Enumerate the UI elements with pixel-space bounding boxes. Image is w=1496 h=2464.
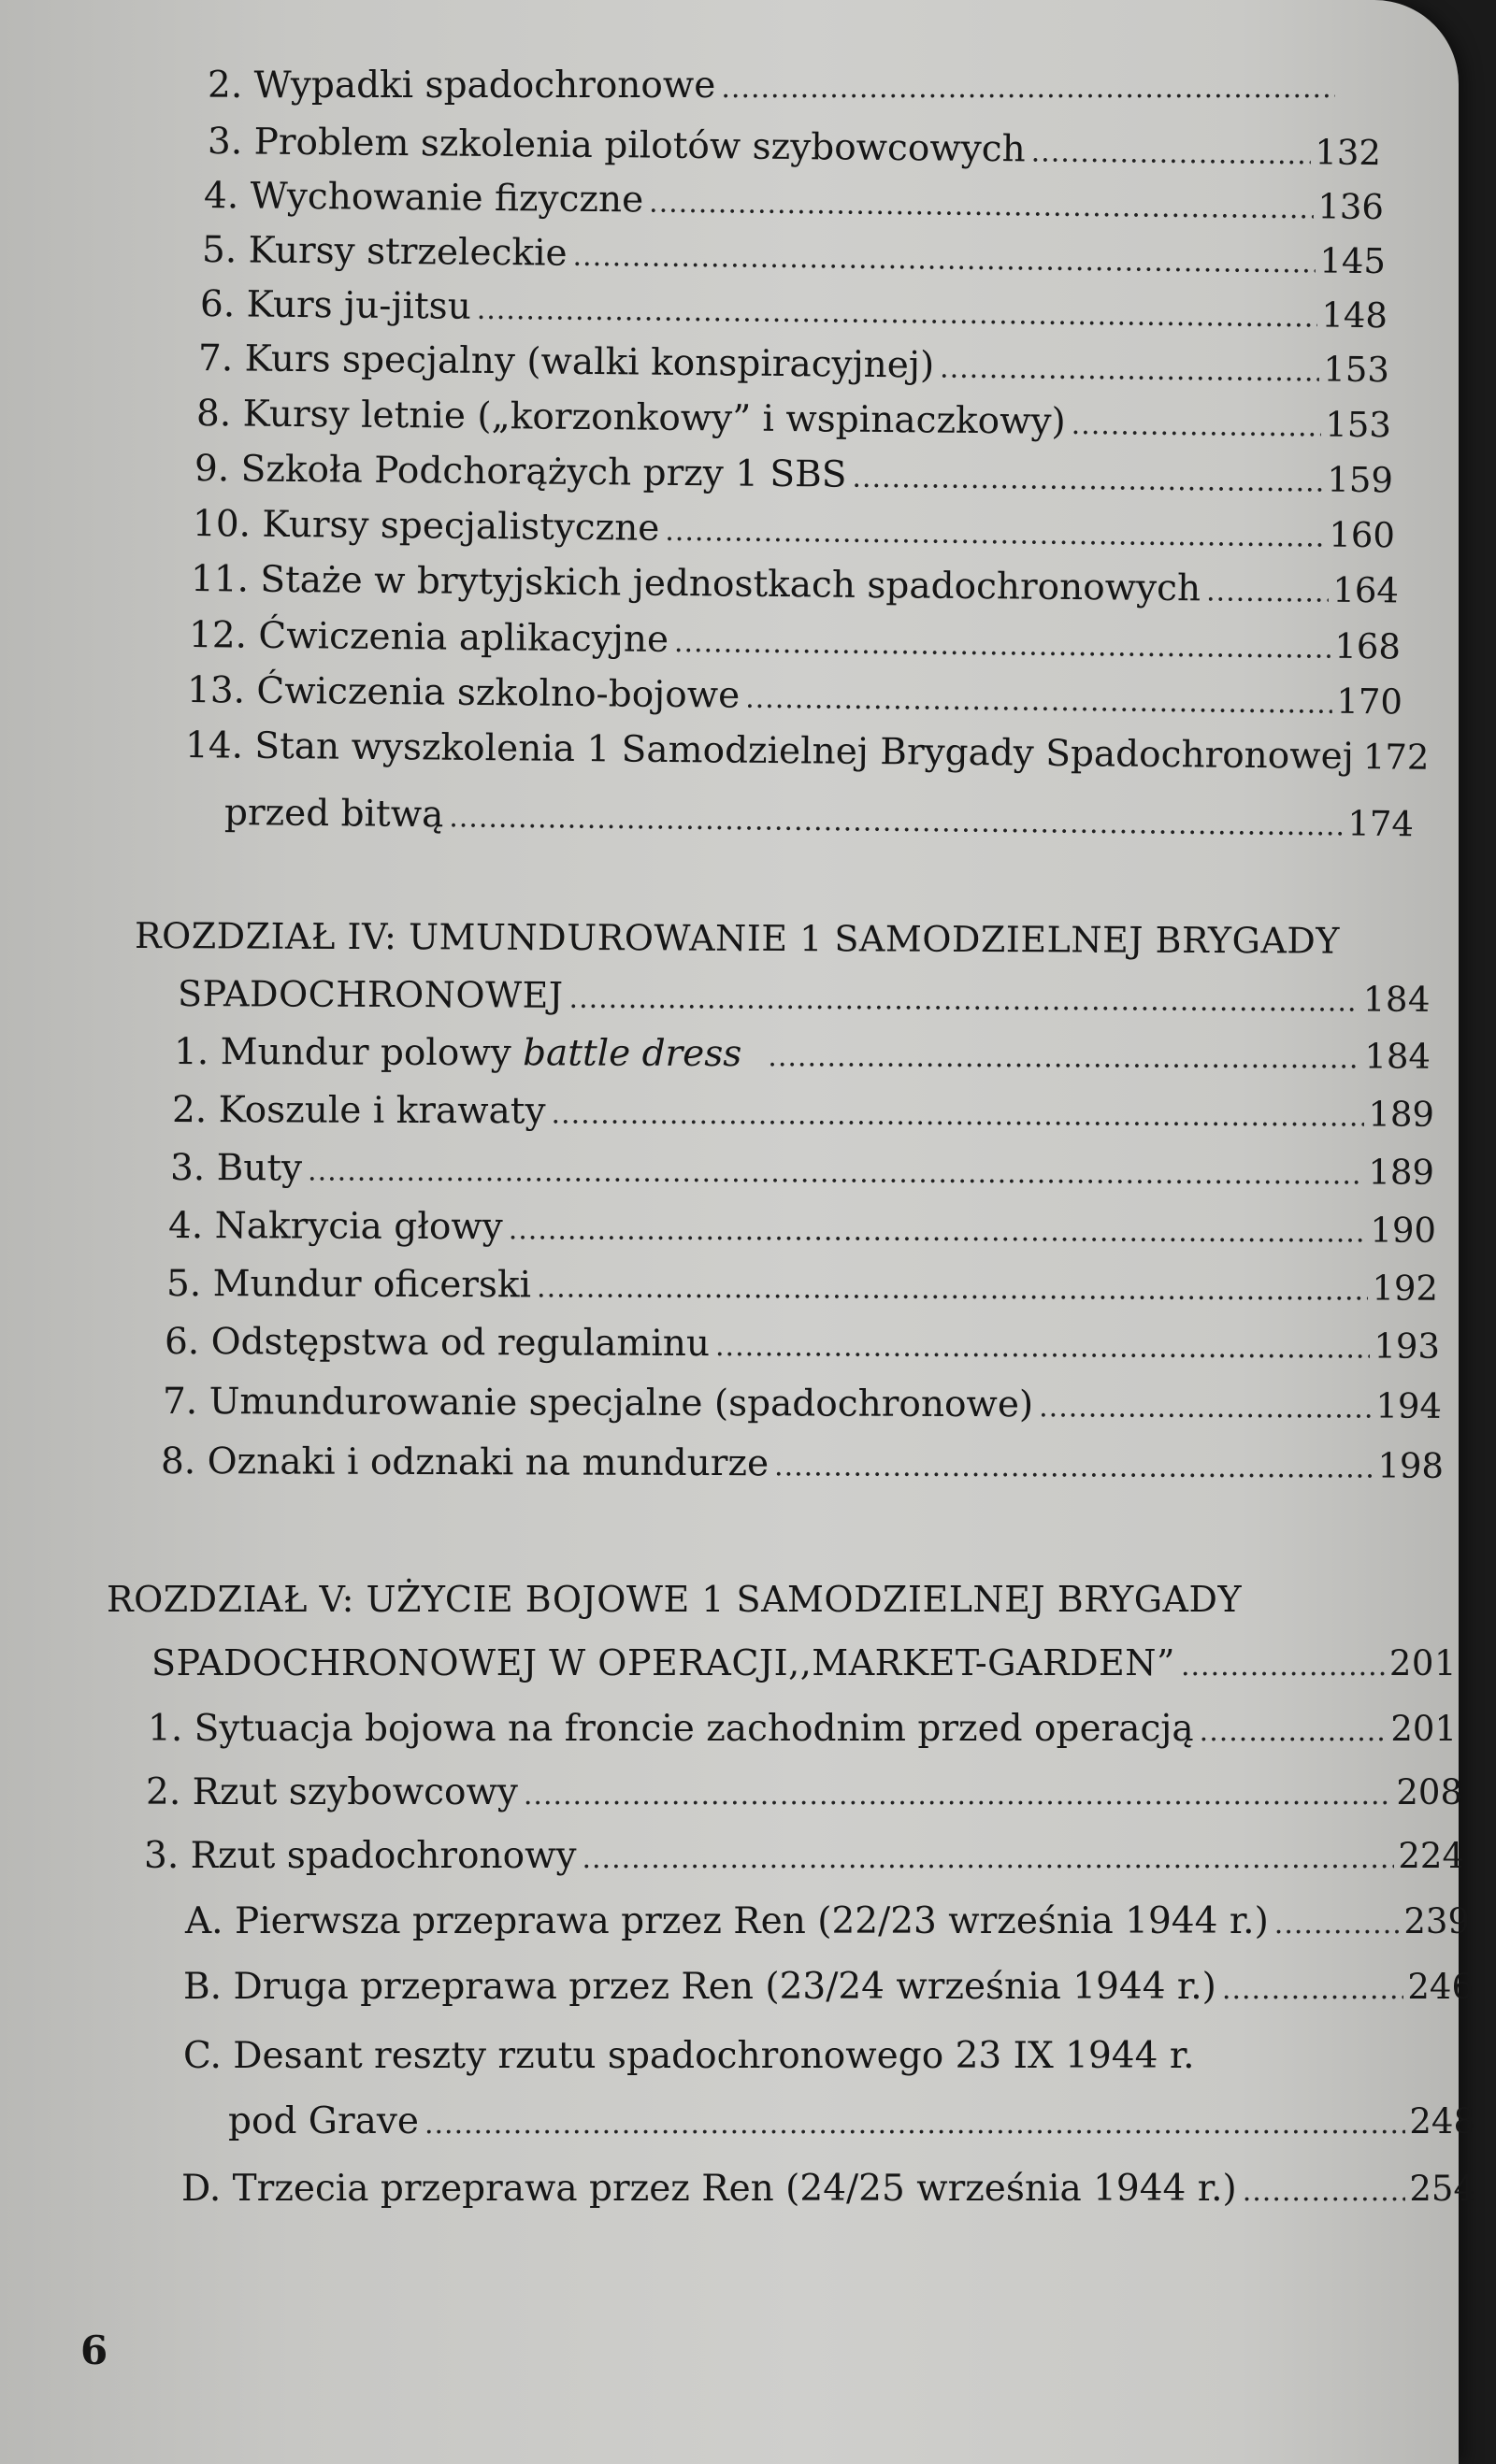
toc-entry [148, 1708, 1457, 1750]
toc-entry [188, 614, 1402, 667]
dot-leader [449, 804, 1344, 840]
toc-entry-page: 172 [1362, 737, 1430, 778]
toc-entry-page: 208 [1396, 1772, 1462, 1812]
toc-entry-page: 193 [1374, 1325, 1441, 1367]
dot-leader [774, 1453, 1374, 1483]
toc-entry-page: 239 [1403, 1901, 1470, 1941]
toc-entry-title: 2. Koszule i krawaty [171, 1089, 546, 1133]
toc-entry-page: 184 [1364, 1036, 1431, 1077]
toc-entry [167, 1205, 1437, 1251]
toc-entry [183, 1966, 1474, 2008]
toc-entry-title: 10. Kursy specjalistyczne [192, 503, 660, 550]
toc-entry-title: 3. Problem szkolenia pilotów szybowcowych [207, 121, 1026, 171]
toc-entry-title: 6. Odstępstwa od regulaminu [164, 1321, 711, 1366]
dot-leader [582, 1845, 1394, 1873]
dot-leader [308, 1158, 1364, 1190]
dot-leader [509, 1216, 1367, 1247]
toc-entry [203, 175, 1385, 228]
toc-entry-title: 11. Staże w brytyjskich jednostkach spadochronowych [190, 558, 1201, 610]
toc-entry-page: 168 [1334, 625, 1402, 667]
dot-leader [674, 629, 1331, 664]
toc-entry-title: 7. Kurs specjalny (walki konspiracyjnej) [197, 337, 935, 387]
dot-leader [1200, 1718, 1388, 1746]
toc-entry-continuation [223, 792, 1415, 845]
chapter-heading-text: SPADOCHRONOWEJ [177, 973, 564, 1016]
page-number: 6 [80, 2328, 108, 2373]
toc-entry-page: 248 [1409, 2101, 1475, 2142]
toc-entry [195, 393, 1392, 446]
toc-entry-title: przed bitwą [223, 792, 444, 837]
toc-entry-title: 9. Szkoła Podchorążych przy 1 SBS [194, 448, 847, 496]
toc-entry-title: 12. Ćwiczenia aplikacyjne [188, 614, 669, 661]
toc-entry-title: 1. Sytuacja bojowa na froncie zachodnim przed operacją [148, 1708, 1194, 1750]
toc-entry [194, 448, 1394, 501]
toc-entry-page: 194 [1375, 1385, 1443, 1426]
toc-entry-title: 8. Kursy letnie („korzonkowy” i wspinaczkowy) [195, 393, 1066, 443]
toc-entry-title: 5. Kursy strzeleckie [201, 229, 568, 275]
dot-leader [852, 465, 1323, 497]
dot-leader [477, 296, 1318, 333]
toc-entry-page: 174 [1347, 803, 1415, 845]
chapter-heading [134, 915, 1369, 962]
toc-entry-title: pod Grave [228, 2100, 419, 2142]
toc-entry-title: 1. Mundur polowy battle dress [173, 1031, 742, 1076]
chapter-heading-text: ROZDZIAŁ V: UŻYCIE BOJOWE 1 SAMODZIELNEJ BRYGADY [107, 1579, 1243, 1620]
dot-leader [768, 1043, 1360, 1073]
dot-leader [1181, 1653, 1386, 1681]
dot-leader [524, 1782, 1393, 1810]
dot-leader [424, 2111, 1405, 2139]
toc-entry-page: 145 [1319, 240, 1387, 282]
toc-entry [160, 1440, 1445, 1486]
toc-entry [169, 1147, 1435, 1193]
toc-entry-title: A. Pierwsza przeprawa przez Ren (22/23 września 1944 r.) [185, 1900, 1269, 1942]
dot-leader [940, 355, 1319, 387]
chapter-heading-page: 201 [1388, 1643, 1457, 1683]
chapter-heading-text: SPADOCHRONOWEJ W OPERACJI,,MARKET-GARDEN” [151, 1642, 1175, 1683]
toc-entry [207, 121, 1382, 174]
dot-leader [1039, 1394, 1372, 1423]
toc-entry-page: 224 [1398, 1836, 1464, 1876]
chapter-heading-page: 184 [1362, 979, 1431, 1020]
chapter-heading [107, 1579, 1359, 1620]
toc-entry-title-italic: battle dress [523, 1032, 742, 1076]
toc-entry-page: 201 [1390, 1709, 1457, 1749]
toc-entry-title: 2. Wypadki spadochronowe [208, 64, 716, 107]
toc-entry-page: 153 [1325, 404, 1392, 446]
toc-entry [183, 2035, 1474, 2077]
toc-entry [181, 2168, 1475, 2210]
toc-entry-page: 189 [1368, 1094, 1435, 1135]
toc-entry-title: B. Druga przeprawa przez Ren (23/24 września 1944 r.) [183, 1966, 1216, 2008]
toc-entry-title: 6. Kurs ju-jitsu [199, 283, 472, 328]
dot-leader [1274, 1911, 1401, 1939]
dot-leader [721, 75, 1335, 103]
toc-entry-title: 3. Buty [169, 1147, 303, 1190]
dot-leader [537, 1274, 1368, 1305]
dot-leader [1031, 138, 1312, 169]
dot-leader [1222, 1976, 1403, 2004]
toc-entry-page: 132 [1315, 132, 1382, 174]
dot-leader [649, 190, 1314, 224]
toc-entry [144, 1835, 1464, 1877]
toc-entry [185, 1900, 1470, 1942]
toc-entry-page: 153 [1323, 349, 1390, 391]
toc-entry [165, 1263, 1439, 1309]
toc-entry-title: 2. Rzut szybowcowy [146, 1771, 518, 1813]
toc-entry-title: 13. Ćwiczenia szkolno-bojowe [186, 669, 741, 717]
toc-entry-title: 8. Oznaki i odznaki na mundurze [160, 1440, 770, 1485]
toc-entry-title: D. Trzecia przeprawa przez Ren (24/25 września 1944 r.) [181, 2168, 1237, 2210]
chapter-heading [177, 973, 1431, 1020]
toc-entry [192, 503, 1396, 556]
toc-entry-title: 7. Umundurowanie specjalne (spadochronowe) [162, 1381, 1034, 1426]
toc-entry [201, 229, 1387, 282]
toc-entry-page: 189 [1368, 1152, 1435, 1193]
toc-entry-title: 4. Wychowanie fizyczne [203, 175, 644, 222]
dot-leader [745, 685, 1332, 719]
toc-entry-page: 170 [1336, 680, 1403, 723]
toc-entry [190, 558, 1400, 611]
chapter-heading-text: ROZDZIAŁ IV: UMUNDUROWANIE 1 SAMODZIELNEJ BRYGADY [134, 915, 1341, 962]
dot-leader [551, 1100, 1364, 1131]
dot-leader [715, 1333, 1370, 1363]
dot-leader [665, 518, 1325, 552]
toc-entry [208, 64, 1339, 107]
toc-entry [171, 1089, 1435, 1135]
toc-entry-title: 4. Nakrycia głowy [167, 1205, 503, 1249]
toc-entry-page: 254 [1409, 2169, 1475, 2209]
toc-entry-title: C. Desant reszty rzutu spadochronowego 23 IX 1944 r. [183, 2035, 1195, 2077]
toc-entry-continuation [228, 2100, 1475, 2142]
toc-entry [197, 337, 1390, 391]
toc-entry-page: 148 [1321, 294, 1388, 337]
toc-entry [184, 724, 1430, 778]
toc-entry [146, 1771, 1462, 1813]
dot-leader [1072, 411, 1322, 442]
toc-entry-title: 5. Mundur oficerski [165, 1263, 532, 1307]
dot-leader [1243, 2178, 1406, 2206]
toc-entry [186, 669, 1403, 723]
dot-leader [569, 985, 1359, 1017]
toc-entry-page: 198 [1377, 1445, 1445, 1486]
toc-entry-page: 190 [1370, 1210, 1437, 1251]
toc-entry-page: 160 [1329, 514, 1396, 556]
toc-entry-page: 136 [1317, 186, 1385, 228]
toc-entry-title: 14. Stan wyszkolenia 1 Samodzielnej Brygady Spadochronowej [184, 724, 1355, 778]
toc-entry [163, 1383, 1442, 1425]
dot-leader [1206, 578, 1329, 607]
chapter-heading [151, 1642, 1457, 1683]
toc-entry [173, 1031, 1431, 1077]
toc-entry [199, 283, 1388, 337]
toc-entry [164, 1321, 1441, 1367]
toc-entry-title: 3. Rzut spadochronowy [144, 1835, 577, 1877]
dot-leader [572, 243, 1316, 279]
toc-entry-page: 164 [1332, 569, 1400, 611]
toc-entry-page: 192 [1372, 1268, 1439, 1309]
toc-entry-page: 159 [1327, 459, 1394, 501]
toc-entry-page: 246 [1407, 1967, 1474, 2007]
